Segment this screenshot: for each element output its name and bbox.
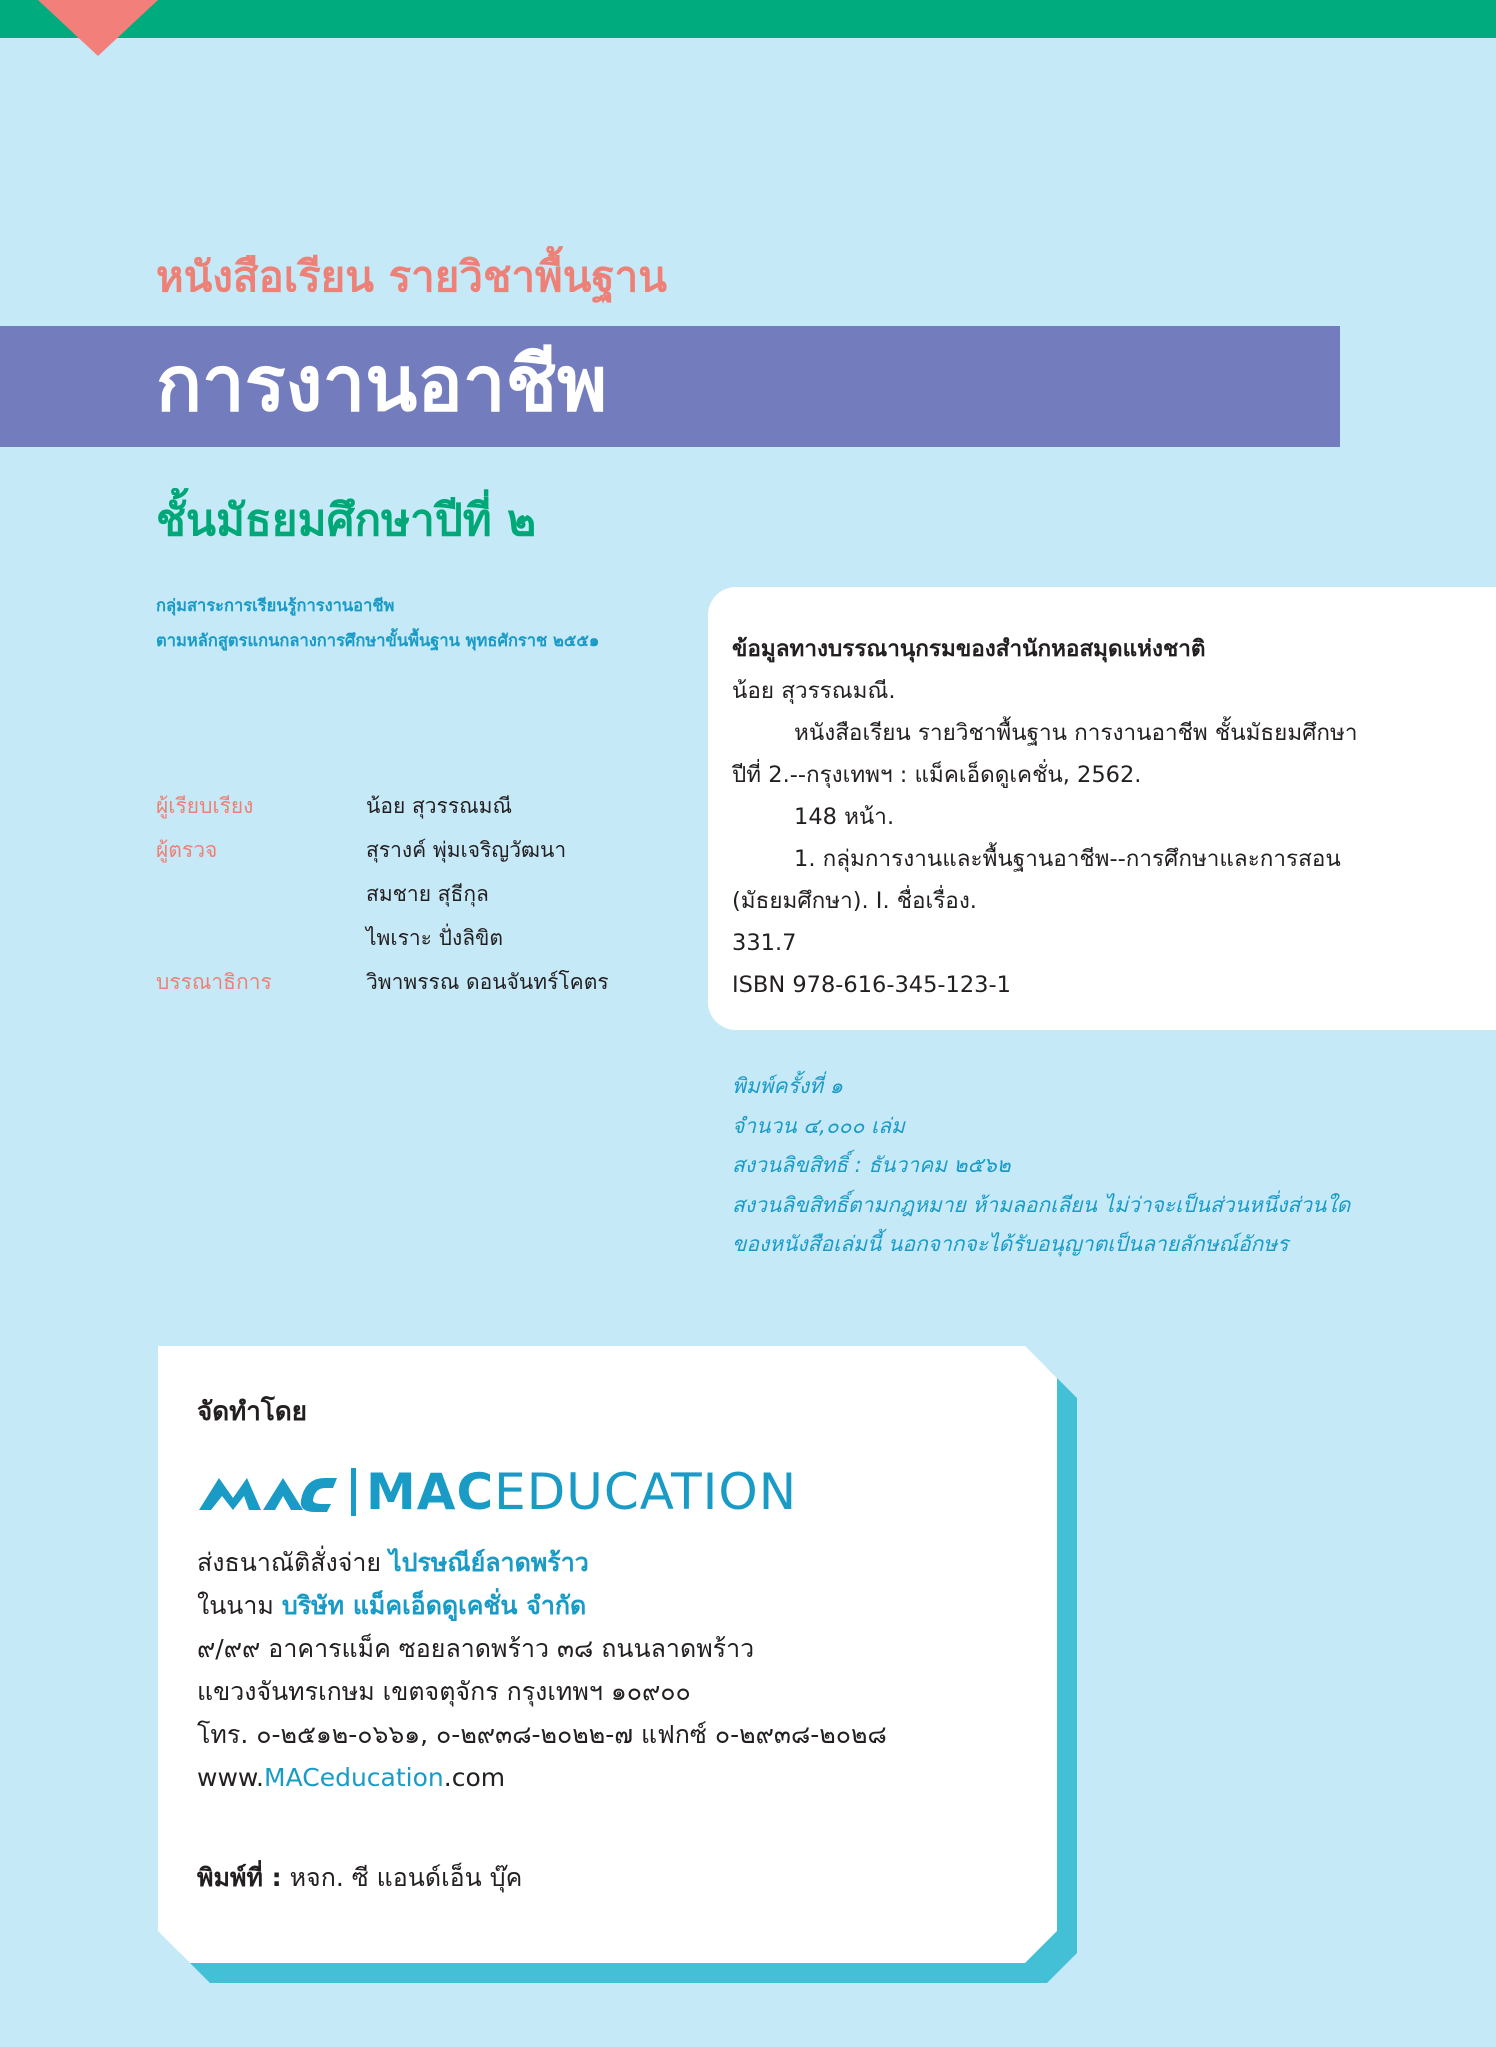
web-brand: MACeducation: [264, 1763, 444, 1792]
logo-mac-text: MAC: [366, 1463, 495, 1521]
logo-education-text: EDUCATION: [494, 1463, 798, 1521]
grade-level: ชั้นมัธยมศึกษาปีที่ ๒: [156, 495, 537, 546]
company-prefix: ในนาม: [197, 1591, 282, 1620]
credit-role: ผู้เรียบเรียง: [156, 794, 254, 818]
credit-row: [156, 916, 609, 960]
credit-name: สมชาย สุธีกุล: [366, 882, 489, 906]
book-pretitle: หนังสือเรียน รายวิชาพื้นฐาน: [156, 252, 667, 301]
credit-name: วิพาพรรณ ดอนจันทร์โคตร: [366, 970, 609, 994]
producer-details: [197, 1541, 887, 1799]
logo-divider: [351, 1468, 356, 1516]
order-office: ไปรษณีย์ลาดพร้าว: [389, 1548, 589, 1577]
catalog-subject-line: (มัธยมศึกษา). I. ชื่อเรื่อง.: [732, 888, 977, 914]
credit-row: [156, 960, 609, 1004]
credit-name: สุรางค์ พุ่มเจริญวัฒนา: [366, 838, 567, 862]
curriculum-info: [156, 588, 599, 658]
printer-name: หจก. ซี แอนด์เอ็น บุ๊ค: [281, 1863, 523, 1892]
credit-row: [156, 784, 609, 828]
printing-info: [732, 1067, 1350, 1265]
mac-logo-icon: [197, 1470, 339, 1514]
catalog-title-line: ปีที่ 2.--กรุงเทพฯ : แม็คเอ็ดดูเคชั่น, 2562.: [732, 762, 1142, 788]
printing-line: ของหนังสือเล่มนี้ นอกจากจะได้รับอนุญาตเป็นลายลักษณ์อักษร: [732, 1232, 1289, 1256]
credit-name: น้อย สุวรรณมณี: [366, 794, 512, 818]
curriculum-line: ตามหลักสูตรแกนกลางการศึกษาขั้นพื้นฐาน พุทธศักราช ๒๕๕๑: [156, 631, 600, 650]
printer-line: [197, 1858, 522, 1898]
corner-triangle: [38, 0, 158, 56]
printing-line: สงวนลิขสิทธิ์ : ธันวาคม ๒๕๖๒: [732, 1153, 1011, 1177]
catalog-title-line: หนังสือเรียน รายวิชาพื้นฐาน การงานอาชีพ ชั้นมัธยมศึกษา: [794, 720, 1358, 746]
curriculum-line: กลุ่มสาระการเรียนรู้การงานอาชีพ: [156, 596, 395, 615]
credit-role: ผู้ตรวจ: [156, 838, 218, 862]
web-suffix: .com: [443, 1763, 506, 1792]
top-bar: [0, 0, 1496, 38]
catalog-subject-line: 1. กลุ่มการงานและพื้นฐานอาชีพ--การศึกษาและการสอน: [794, 846, 1341, 872]
printing-line: สงวนลิขสิทธิ์ตามกฎหมาย ห้ามลอกเลียน ไม่ว่าจะเป็นส่วนหนึ่งส่วนใด: [732, 1192, 1351, 1217]
printing-line: จำนวน ๔,๐๐๐ เล่ม: [732, 1113, 905, 1138]
address-line: ๙/๙๙ อาคารแม็ค ซอยลาดพร้าว ๓๘ ถนนลาดพร้าว: [197, 1634, 755, 1663]
order-line: [197, 1541, 887, 1584]
catalog-data: [732, 628, 1452, 1006]
catalog-pages: 148 หน้า.: [794, 804, 895, 830]
mac-education-logo: [197, 1462, 797, 1522]
catalog-classification: 331.7: [732, 930, 797, 956]
printing-line: พิมพ์ครั้งที่ ๑: [732, 1074, 843, 1098]
credits-list: [156, 784, 609, 1004]
company-name: บริษัท แม็คเอ็ดดูเคชั่น จำกัด: [281, 1591, 587, 1620]
catalog-heading: ข้อมูลทางบรรณานุกรมของสำนักหอสมุดแห่งชาติ: [732, 636, 1206, 662]
catalog-author: น้อย สุวรรณมณี.: [732, 678, 896, 704]
company-line: [197, 1584, 887, 1627]
credit-name: ไพเราะ ปั่งลิขิต: [366, 926, 504, 950]
credit-row: [156, 872, 609, 916]
order-prefix: ส่งธนาณัติสั่งจ่าย: [197, 1548, 390, 1577]
credit-role: บรรณาธิการ: [156, 970, 272, 994]
catalog-isbn: ISBN 978-616-345-123-1: [732, 972, 1011, 998]
phone-line: โทร. ๐-๒๕๑๒-๐๖๖๑, ๐-๒๙๓๘-๒๐๒๒-๗ แฟกซ์ ๐-๒๙๓๘-๒๐๒๘: [197, 1720, 887, 1749]
credit-row: [156, 828, 609, 872]
logo-wordmark: [366, 1463, 797, 1521]
website-link[interactable]: [197, 1756, 887, 1799]
book-title: การงานอาชีพ: [156, 339, 608, 428]
printer-label: พิมพ์ที่ :: [197, 1863, 282, 1892]
producer-label-wrap: [197, 1390, 307, 1434]
address-line: แขวงจันทรเกษม เขตจตุจักร กรุงเทพฯ ๑๐๙๐๐: [197, 1677, 691, 1706]
web-prefix: www.: [197, 1763, 264, 1792]
producer-label: จัดทำโดย: [197, 1397, 307, 1427]
